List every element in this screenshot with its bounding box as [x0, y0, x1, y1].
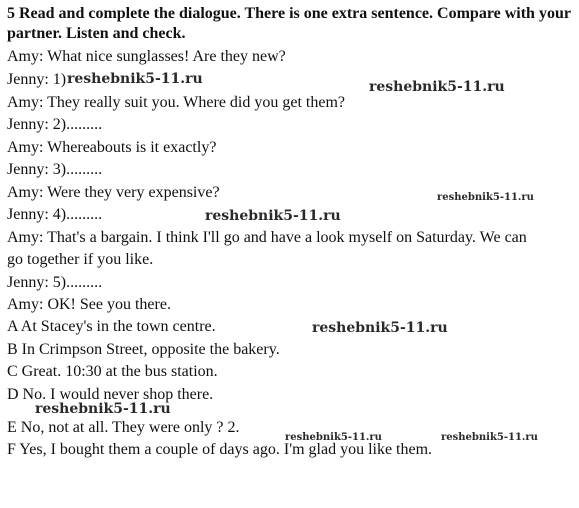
- exercise-heading: 5 Read and complete the dialogue. There is one extra sentence. Compare with your partner. Listen and check.: [7, 5, 571, 42]
- dialogue-line-9: Amy: That's a bargain. I think I'll go and have a look myself on Saturday. We can: [7, 229, 527, 246]
- watermark: reshebnik5-11.ru: [35, 401, 171, 417]
- dialogue-line-6: Jenny: 3).........: [7, 161, 103, 178]
- dialogue-line-8: Jenny: 4).........: [7, 206, 103, 223]
- dialogue-line-5: Amy: Whereabouts is it exactly?: [7, 139, 217, 156]
- watermark: reshebnik5-11.ru: [369, 79, 505, 95]
- dialogue-line-3: Amy: They really suit you. Where did you get them?: [7, 94, 345, 111]
- option-d: D No. I would never shop there.: [7, 386, 214, 403]
- watermark: reshebnik5-11.ru: [437, 192, 534, 203]
- option-a: A At Stacey's in the town centre.: [7, 318, 216, 335]
- option-b: B In Crimpson Street, opposite the bakery.: [7, 341, 280, 358]
- option-f: F Yes, I bought them a couple of days ago. I'm glad you like them.: [7, 441, 433, 458]
- dialogue-line-4: Jenny: 2).........: [7, 116, 103, 133]
- watermark: reshebnik5-11.ru: [312, 320, 448, 336]
- dialogue-line-1: Amy: What nice sunglasses! Are they new?: [7, 48, 286, 65]
- dialogue-line-11: Jenny: 5).........: [7, 274, 103, 291]
- watermark: reshebnik5-11.ru: [67, 71, 203, 87]
- watermark: reshebnik5-11.ru: [285, 432, 382, 443]
- watermark: reshebnik5-11.ru: [441, 432, 538, 443]
- option-c: C Great. 10:30 at the bus station.: [7, 363, 218, 380]
- dialogue-line-2: Jenny: 1): [7, 71, 67, 88]
- watermark: reshebnik5-11.ru: [205, 208, 341, 224]
- dialogue-line-7: Amy: Were they very expensive?: [7, 184, 220, 201]
- option-e: E No, not at all. They were only ? 2.: [7, 419, 240, 436]
- dialogue-line-12: Amy: OK! See you there.: [7, 296, 171, 313]
- dialogue-line-10: go together if you like.: [7, 251, 154, 268]
